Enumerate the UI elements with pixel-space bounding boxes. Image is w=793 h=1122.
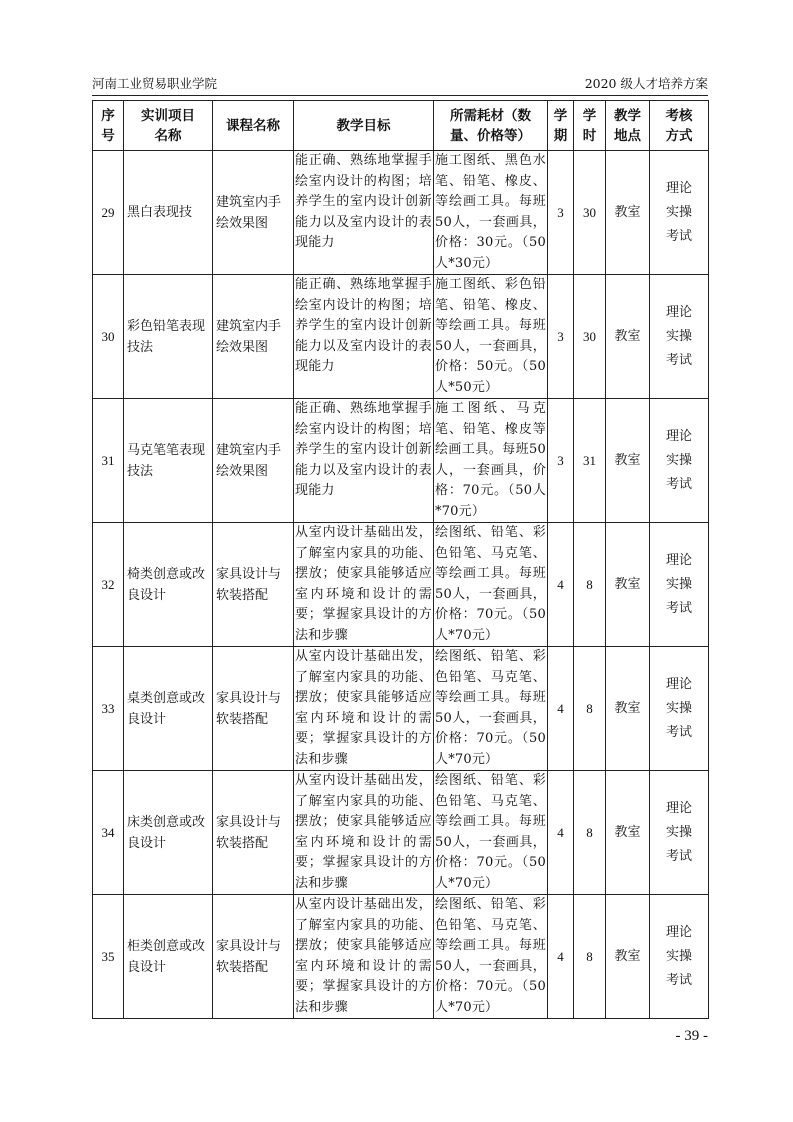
- training-table: [92, 100, 709, 1019]
- row-course: 建筑室内手绘效果图: [213, 399, 294, 523]
- row-goal: 能正确、熟练地掌握手绘室内设计的构图；培养学生的室内设计创新能力以及室内设计的表现能力: [294, 151, 434, 275]
- row-materials: 绘图纸、铅笔、彩色铅笔、马克笔、等绘画工具。每班50人，一套画具，价格：70元。（50人*70元）: [434, 895, 548, 1019]
- row-place: 教室: [606, 523, 650, 647]
- row-project: 柜类创意或改良设计: [124, 895, 213, 1019]
- table-row: [93, 399, 709, 523]
- school-name: 河南工业贸易职业学院: [92, 76, 218, 91]
- row-materials: 施工图纸、黑色水笔、铅笔、橡皮、等绘画工具。每班50人，一套画具，价格：30元。（50人*30元）: [434, 151, 548, 275]
- table-header-row: [93, 101, 709, 151]
- row-materials: 施工图纸、彩色铅笔、铅笔、橡皮、等绘画工具。每班50人，一套画具，价格：50元。（50人*50元）: [434, 275, 548, 399]
- header-divider: [92, 95, 708, 96]
- row-no: 29: [93, 151, 124, 275]
- row-exam: 理论实操考试: [650, 895, 709, 1019]
- document-title: 2020 级人才培养方案: [584, 76, 708, 91]
- col-header-exam: [650, 101, 709, 151]
- page-header: [92, 74, 708, 94]
- row-course: 家具设计与软装搭配: [213, 771, 294, 895]
- row-place: 教室: [606, 151, 650, 275]
- col-header-course: [213, 101, 294, 151]
- row-materials: 绘图纸、铅笔、彩色铅笔、马克笔、等绘画工具。每班50人，一套画具，价格：70元。（50人*70元）: [434, 523, 548, 647]
- col-header-no-label: 序号: [101, 107, 115, 144]
- row-project: 马克笔笔表现技法: [124, 399, 213, 523]
- table-row: [93, 771, 709, 895]
- col-header-project-label: 实训项目名称: [141, 107, 195, 144]
- row-term: 4: [548, 895, 574, 1019]
- row-hours: 8: [574, 771, 606, 895]
- col-header-materials-label: 所需耗材（数量、价格等）: [450, 107, 531, 144]
- row-hours: 30: [574, 275, 606, 399]
- row-goal: 能正确、熟练地掌握手绘室内设计的构图；培养学生的室内设计创新能力以及室内设计的表现能力: [294, 399, 434, 523]
- row-term: 3: [548, 151, 574, 275]
- row-exam: 理论实操考试: [650, 399, 709, 523]
- row-course: 家具设计与软装搭配: [213, 647, 294, 771]
- col-header-exam-label: 考核方式: [665, 107, 693, 144]
- row-term: 4: [548, 771, 574, 895]
- row-hours: 8: [574, 895, 606, 1019]
- col-header-place-label: 教学地点: [614, 107, 641, 144]
- row-project: 椅类创意或改良设计: [124, 523, 213, 647]
- row-materials: 施工图纸、马克笔、铅笔、橡皮等绘画工具。每班50人，一套画具，价格：70元。（50人*70元）: [434, 399, 548, 523]
- row-project: 桌类创意或改良设计: [124, 647, 213, 771]
- row-course: 建筑室内手绘效果图: [213, 275, 294, 399]
- row-place: 教室: [606, 647, 650, 771]
- col-header-goal-label: 教学目标: [336, 117, 391, 134]
- row-no: 34: [93, 771, 124, 895]
- row-project: 彩色铅笔表现技法: [124, 275, 213, 399]
- row-place: 教室: [606, 275, 650, 399]
- row-course: 家具设计与软装搭配: [213, 895, 294, 1019]
- col-header-term-label: 学期: [553, 107, 568, 144]
- row-hours: 31: [574, 399, 606, 523]
- row-course: 家具设计与软装搭配: [213, 523, 294, 647]
- row-goal: 从室内设计基础出发，了解室内家具的功能、摆放；使家具能够适应室内环境和设计的需要；掌握家具设计的方法和步骤: [294, 771, 434, 895]
- row-term: 4: [548, 523, 574, 647]
- col-header-term: [548, 101, 574, 151]
- row-exam: 理论实操考试: [650, 275, 709, 399]
- row-goal: 从室内设计基础出发，了解室内家具的功能、摆放；使家具能够适应室内环境和设计的需要；掌握家具设计的方法和步骤: [294, 895, 434, 1019]
- table-row: [93, 895, 709, 1019]
- row-exam: 理论实操考试: [650, 771, 709, 895]
- row-hours: 8: [574, 647, 606, 771]
- col-header-goal: [294, 101, 434, 151]
- row-hours: 8: [574, 523, 606, 647]
- row-no: 35: [93, 895, 124, 1019]
- row-exam: 理论实操考试: [650, 151, 709, 275]
- col-header-hours: [574, 101, 606, 151]
- row-place: 教室: [606, 895, 650, 1019]
- table-row: [93, 151, 709, 275]
- col-header-place: [606, 101, 650, 151]
- row-project: 床类创意或改良设计: [124, 771, 213, 895]
- col-header-project: [124, 101, 213, 151]
- col-header-materials: [434, 101, 548, 151]
- col-header-hours-label: 学时: [582, 107, 597, 144]
- row-goal: 能正确、熟练地掌握手绘室内设计的构图；培养学生的室内设计创新能力以及室内设计的表现能力: [294, 275, 434, 399]
- row-term: 3: [548, 399, 574, 523]
- row-goal: 从室内设计基础出发，了解室内家具的功能、摆放；使家具能够适应室内环境和设计的需要；掌握家具设计的方法和步骤: [294, 647, 434, 771]
- row-exam: 理论实操考试: [650, 523, 709, 647]
- col-header-course-label: 课程名称: [226, 117, 280, 134]
- table-row: [93, 647, 709, 771]
- row-term: 3: [548, 275, 574, 399]
- row-course: 建筑室内手绘效果图: [213, 151, 294, 275]
- row-no: 31: [93, 399, 124, 523]
- row-place: 教室: [606, 771, 650, 895]
- row-materials: 绘图纸、铅笔、彩色铅笔、马克笔、等绘画工具。每班50人，一套画具，价格：70元。（50人*70元）: [434, 647, 548, 771]
- row-exam: 理论实操考试: [650, 647, 709, 771]
- row-place: 教室: [606, 399, 650, 523]
- col-header-no: [93, 101, 124, 151]
- row-no: 33: [93, 647, 124, 771]
- row-hours: 30: [574, 151, 606, 275]
- row-goal: 从室内设计基础出发，了解室内家具的功能、摆放；使家具能够适应室内环境和设计的需要；掌握家具设计的方法和步骤: [294, 523, 434, 647]
- row-no: 32: [93, 523, 124, 647]
- row-materials: 绘图纸、铅笔、彩色铅笔、马克笔、等绘画工具。每班50人，一套画具，价格：70元。（50人*70元）: [434, 771, 548, 895]
- table-row: [93, 275, 709, 399]
- page-number: - 39 -: [675, 1028, 708, 1044]
- row-term: 4: [548, 647, 574, 771]
- table-row: [93, 523, 709, 647]
- row-project: 黑白表现技: [124, 151, 213, 275]
- row-no: 30: [93, 275, 124, 399]
